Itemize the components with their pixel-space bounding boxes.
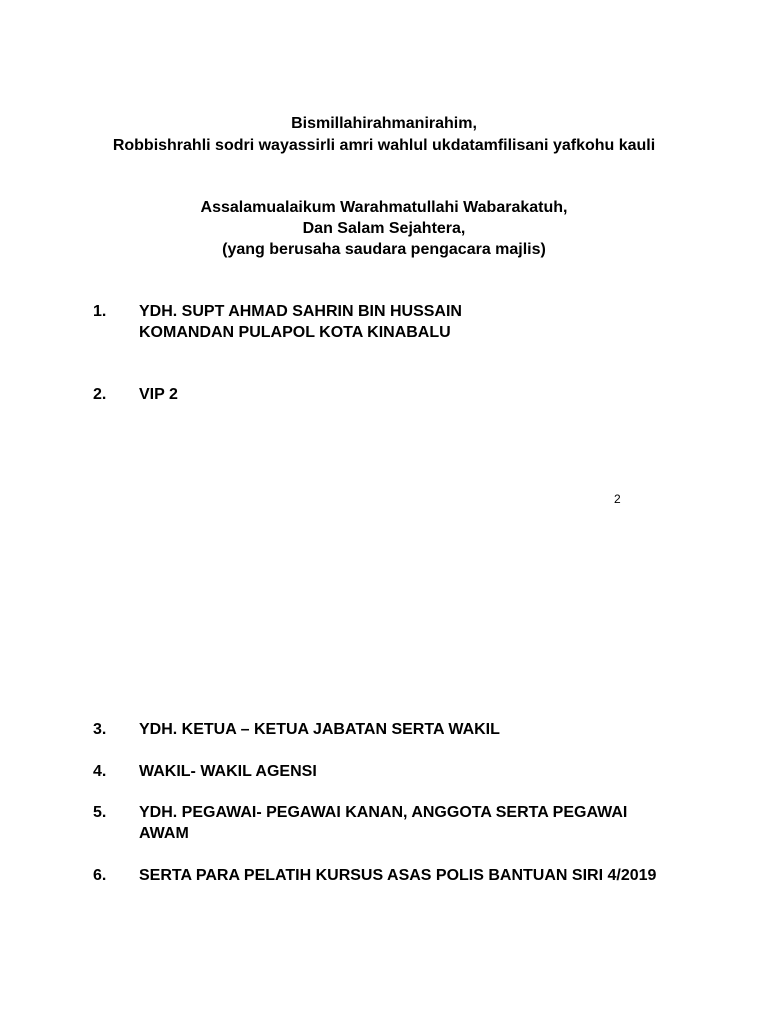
salutation-line-2: Dan Salam Sejahtera, (302, 220, 466, 237)
list-item-number: 3. (93, 721, 107, 738)
list-item-number: 2. (93, 386, 107, 403)
list-item-text: YDH. PEGAWAI- PEGAWAI KANAN, ANGGOTA SERTA PEGAWAI (139, 804, 628, 821)
salutation-line-1: Assalamualaikum Warahmatullahi Wabarakatuh, (200, 199, 568, 216)
list-item-text-continued: KOMANDAN PULAPOL KOTA KINABALU (139, 324, 451, 341)
list-item-number: 5. (93, 804, 107, 821)
greeting-line-1: Bismillahirahmanirahim, (291, 115, 477, 132)
list-item-text: SERTA PARA PELATIH KURSUS ASAS POLIS BANTUAN SIRI 4/2019 (139, 867, 657, 884)
page-number: 2 (614, 492, 621, 506)
list-item-text: YDH. SUPT AHMAD SAHRIN BIN HUSSAIN (139, 303, 462, 320)
list-item-number: 6. (93, 867, 107, 884)
list-item-text: WAKIL- WAKIL AGENSI (139, 763, 317, 780)
greeting-line-2: Robbishrahli sodri wayassirli amri wahlul ukdatamfilisani yafkohu kauli (112, 137, 656, 154)
list-item-number: 4. (93, 763, 107, 780)
list-item-number: 1. (93, 303, 107, 320)
salutation-line-3: (yang berusaha saudara pengacara majlis) (222, 241, 546, 258)
list-item-text: YDH. KETUA – KETUA JABATAN SERTA WAKIL (139, 721, 500, 738)
list-item-text: VIP 2 (139, 386, 178, 403)
list-item-text-continued: AWAM (139, 825, 189, 842)
